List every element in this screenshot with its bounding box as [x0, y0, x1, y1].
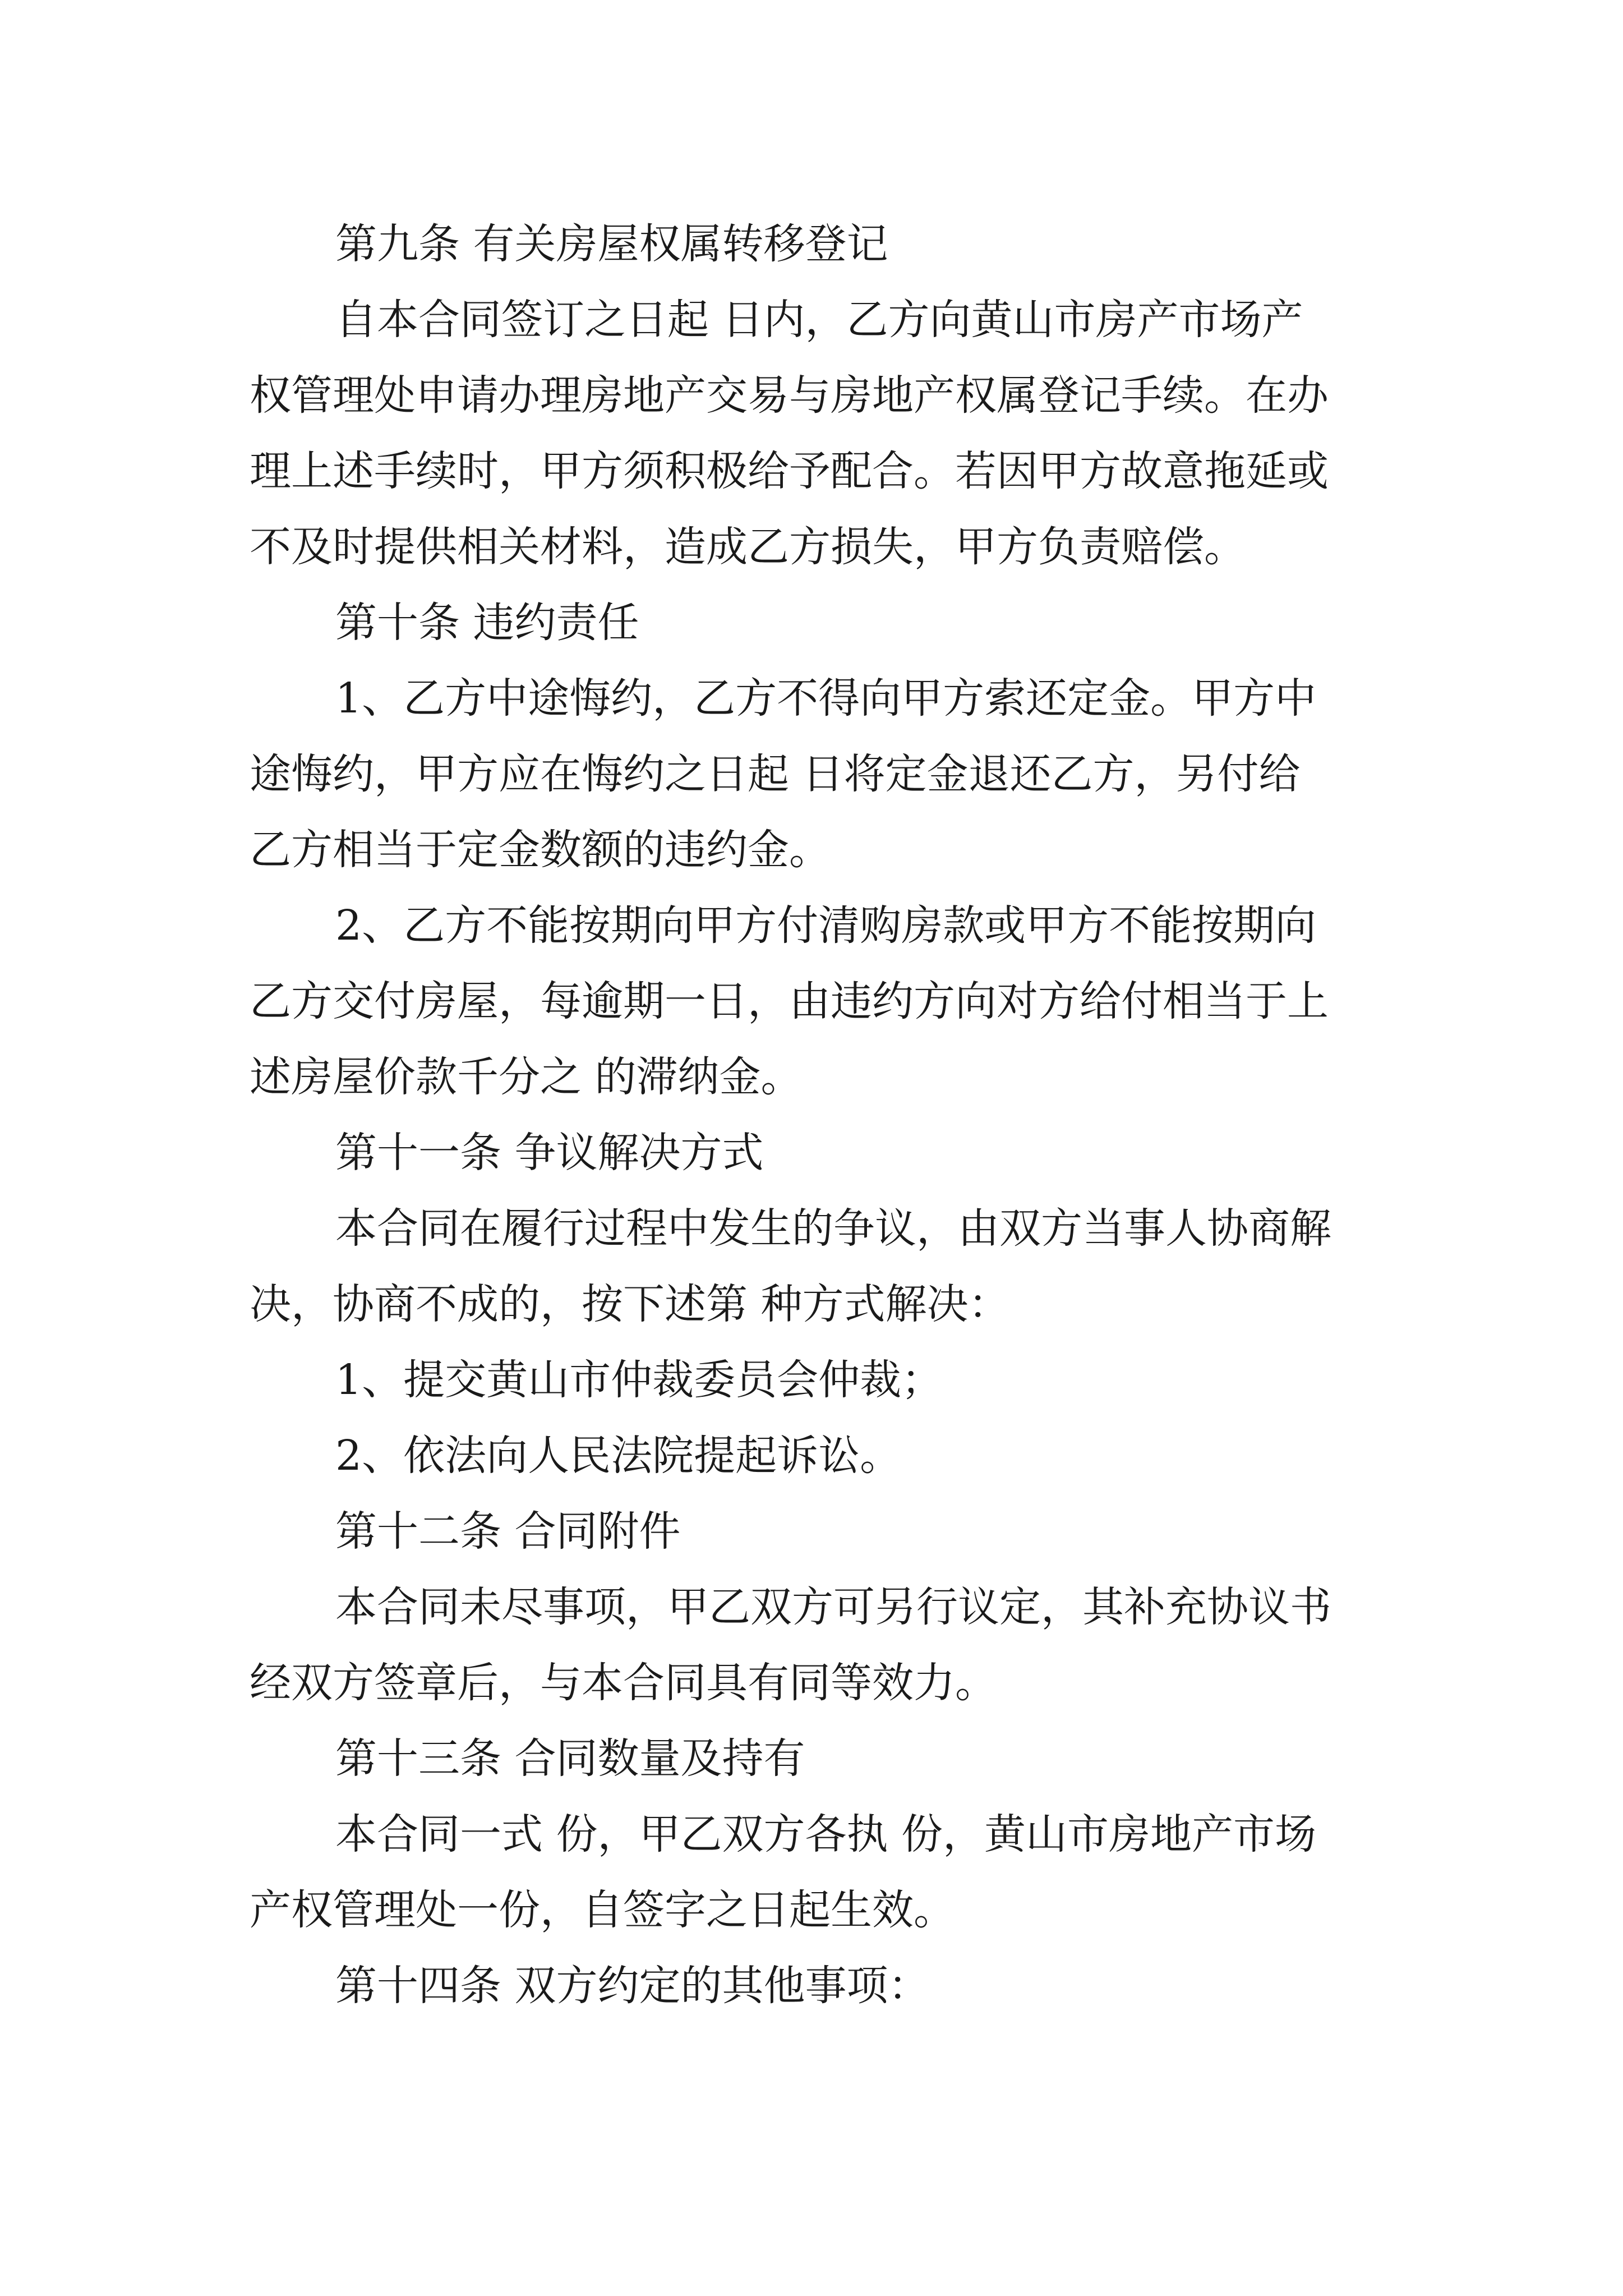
- paragraph-line: 述房屋价款千分之 的滞纳金。: [250, 1053, 803, 1101]
- list-item: 2、依法向人民法院提起诉讼。: [335, 1432, 902, 1480]
- paragraph-line: 乙方交付房屋，每逾期一日，由违约方向对方给付相当于上: [250, 977, 1329, 1025]
- paragraph-line: 本合同一式 份，甲乙双方各执 份，黄山市房地产市场: [335, 1810, 1317, 1858]
- heading-article-9: 第九条 有关房屋权属转移登记: [335, 220, 888, 268]
- paragraph-line: 权管理处申请办理房地产交易与房地产权属登记手续。在办: [250, 371, 1329, 420]
- list-item: 1、提交黄山市仲裁委员会仲裁；: [335, 1356, 943, 1404]
- paragraph-line: 本合同在履行过程中发生的争议，由双方当事人协商解: [335, 1204, 1331, 1253]
- paragraph-line: 1、乙方中途悔约，乙方不得向甲方索还定金。甲方中: [335, 674, 1317, 723]
- heading-article-10: 第十条 违约责任: [335, 599, 639, 647]
- heading-article-14: 第十四条 双方约定的其他事项：: [335, 1962, 930, 2010]
- paragraph-line: 途悔约，甲方应在悔约之日起 日将定金退还乙方，另付给: [250, 750, 1301, 798]
- paragraph-line: 不及时提供相关材料，造成乙方损失，甲方负责赔偿。: [250, 523, 1246, 571]
- heading-article-13: 第十三条 合同数量及持有: [335, 1734, 805, 1783]
- paragraph-line: 自本合同签订之日起 日内，乙方向黄山市房产市场产: [335, 296, 1303, 344]
- paragraph-line: 2、乙方不能按期向甲方付清购房款或甲方不能按期向: [335, 901, 1317, 950]
- paragraph-line: 决，协商不成的，按下述第 种方式解决：: [250, 1280, 1010, 1328]
- paragraph-line: 产权管理处一份，自签字之日起生效。: [250, 1886, 955, 1934]
- paragraph-line: 理上述手续时，甲方须积极给予配合。若因甲方故意拖延或: [250, 447, 1329, 495]
- paragraph-line: 经双方签章后，与本合同具有同等效力。: [250, 1659, 997, 1707]
- paragraph-line: 本合同未尽事项，甲乙双方可另行议定，其补充协议书: [335, 1583, 1331, 1631]
- paragraph-line: 乙方相当于定金数额的违约金。: [250, 826, 831, 874]
- heading-article-11: 第十一条 争议解决方式: [335, 1129, 764, 1177]
- heading-article-12: 第十二条 合同附件: [335, 1507, 681, 1556]
